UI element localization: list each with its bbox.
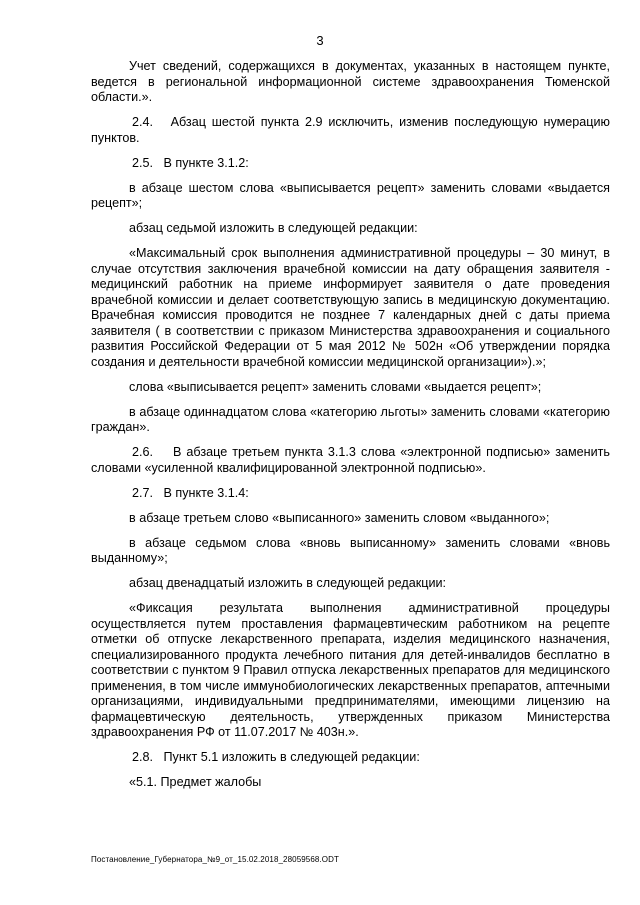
paragraph-2-4: 2.4. Абзац шестой пункта 2.9 исключить, изменив последующую нумерацию пунктов. bbox=[91, 115, 610, 145]
paragraph-2-8: 2.8. Пункт 5.1 изложить в следующей редакции: bbox=[132, 750, 420, 764]
paragraph-max-duration-quote: «Максимальный срок выполнения административной процедуры – 30 минут, в случае отсутствия заключения врачебной комиссии на дату обращения заявителя - медицинский работник на приеме информирует заявителя о дате проведения врачебной комиссии и делает соответствующую запись в медицинскую документацию. Врачебная комиссия проводится не позднее 7 календарных дней с даты приема заявителя ( в соответствии с приказом Министерства здравоохранения и социального развития Российской Федерации от 5 мая 2012 № 502н «Об утверждении порядка создания и деятельности врачебной комиссии медицинской организации»).»; bbox=[91, 246, 610, 369]
paragraph-2-7: 2.7. В пункте 3.1.4: bbox=[132, 485, 249, 500]
paragraph-abzac-7-intro: абзац седьмой изложить в следующей редакции: bbox=[129, 221, 418, 235]
document-footer: Постановление_Губернатора_№9_от_15.02.2018_28059568.ODT bbox=[91, 855, 339, 864]
paragraph-abzac-6-change: в абзаце шестом слова «выписывается рецепт» заменить словами «выдается рецепт»; bbox=[91, 180, 610, 210]
paragraph-abzac-3-change: в абзаце третьем слово «выписанного» заменить словом «выданного»; bbox=[129, 510, 550, 525]
paragraph-fixation-quote: «Фиксация результата выполнения административной процедуры осуществляется путем проставления фармацевтическим работником на рецепте отметки об отпуске лекарственного препарата, изделия медицинского назначения, специализированного продукта лечебного питания для детей-инвалидов бесплатно в соответствии с пунктом 9 Правил отпуска лекарственных препаратов для медицинского применения, в том числе иммунобиологических лекарственных препаратов, аптечными организациями, индивидуальными предпринимателями, имеющими лицензию на фармацевтическую деятельность, утвержденных приказом Министерства здравоохранения РФ от 11.07.2017 № 403н.». bbox=[91, 601, 610, 739]
paragraph-2-6: 2.6. В абзаце третьем пункта 3.1.3 слова «электронной подписью» заменить словами «усиленной квалифицированной электронной подписью». bbox=[91, 445, 610, 475]
paragraph-5-1-heading: «5.1. Предмет жалобы bbox=[129, 775, 262, 789]
paragraph-abzac-11-change: в абзаце одиннадцатом слова «категорию льготы» заменить словами «категорию граждан». bbox=[91, 404, 610, 434]
paragraph-words-replace: слова «выписывается рецепт» заменить словами «выдается рецепт»; bbox=[129, 379, 542, 394]
paragraph-registry: Учет сведений, содержащихся в документах, указанных в настоящем пункте, ведется в региональной информационной системе здравоохранения Тюменской области.». bbox=[91, 59, 610, 104]
paragraph-abzac-7-change: в абзаце седьмом слова «вновь выписанному» заменить словами «вновь выданному»; bbox=[91, 535, 610, 565]
paragraph-2-5: 2.5. В пункте 3.1.2: bbox=[132, 155, 249, 170]
document-body bbox=[91, 59, 610, 800]
page-number: 3 bbox=[316, 33, 324, 48]
paragraph-abzac-12-intro: абзац двенадцатый изложить в следующей редакции: bbox=[129, 576, 447, 590]
